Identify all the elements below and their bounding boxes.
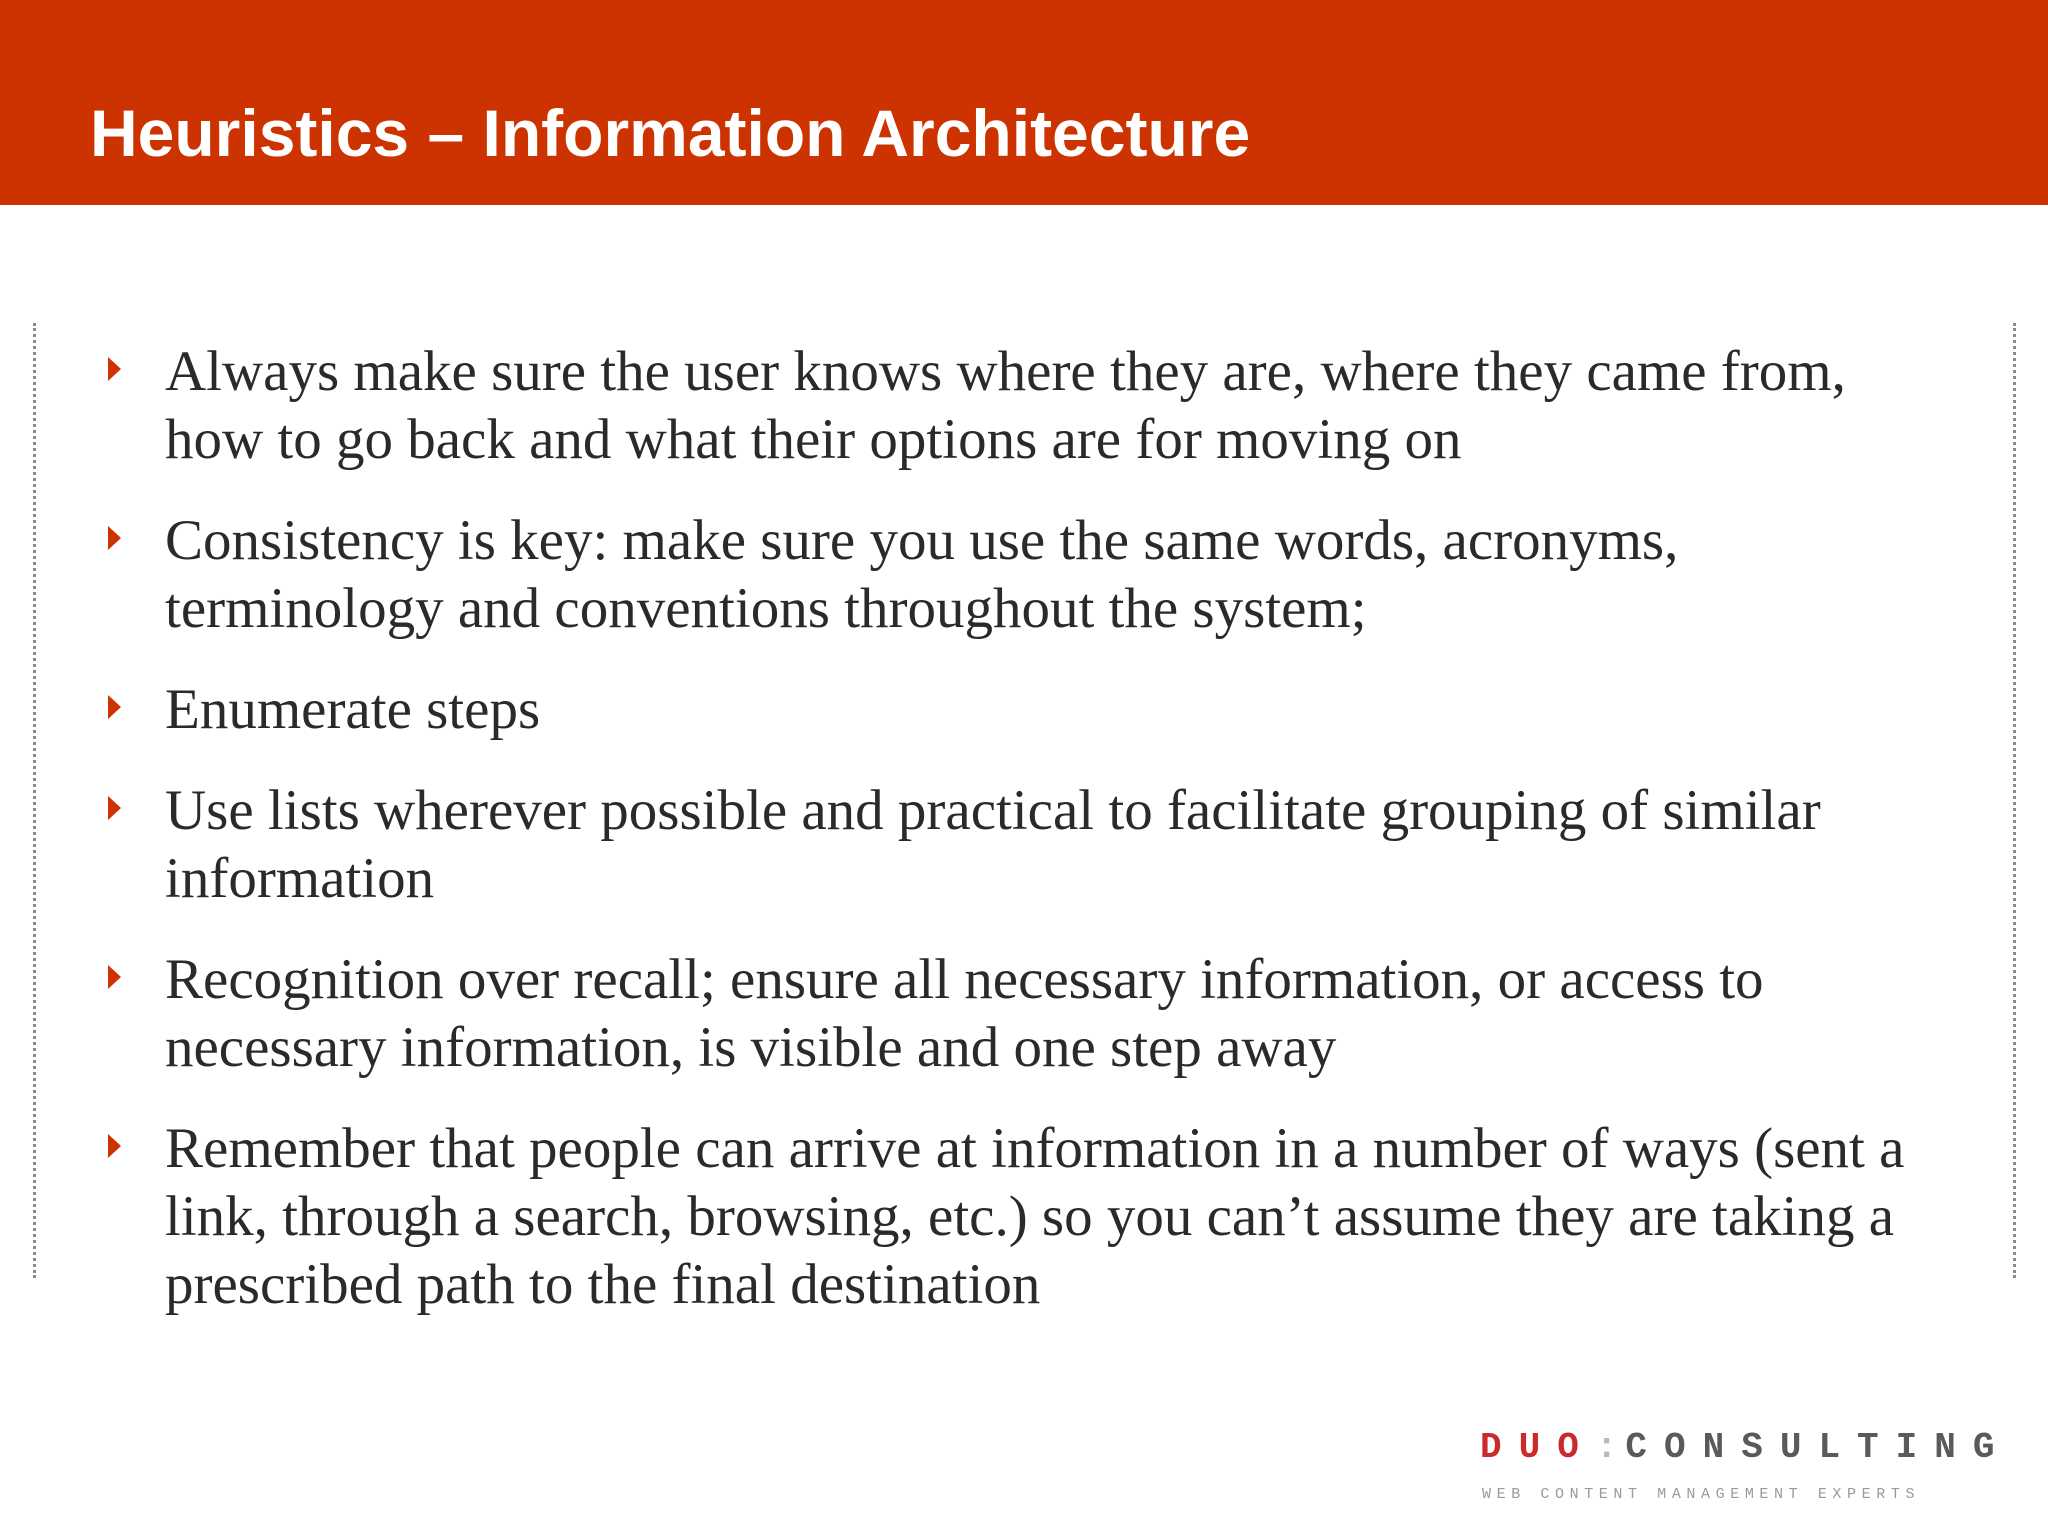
bullet-text: Use lists wherever possible and practical to facilitate grouping of similar information bbox=[165, 779, 1821, 910]
bullet-item bbox=[0, 1115, 2048, 1319]
bullet-text: Enumerate steps bbox=[165, 678, 541, 741]
bullet-text: Recognition over recall; ensure all necessary information, or access to necessary information, is visible and one step away bbox=[165, 948, 1764, 1079]
logo-brand-first: DUO bbox=[1480, 1427, 1596, 1468]
bullet-arrow-icon bbox=[108, 357, 121, 381]
duo-consulting-logo bbox=[1480, 1428, 2010, 1508]
logo-tagline: WEB CONTENT MANAGEMENT EXPERTS bbox=[1482, 1486, 1921, 1503]
bullet-item bbox=[0, 777, 2048, 913]
bullet-arrow-icon bbox=[108, 695, 121, 719]
bullet-arrow-icon bbox=[108, 796, 121, 820]
header-band bbox=[0, 0, 2048, 205]
logo-wordmark bbox=[1480, 1428, 2011, 1468]
bullet-item bbox=[0, 946, 2048, 1082]
bullet-item bbox=[0, 507, 2048, 643]
bullet-text: Consistency is key: make sure you use the same words, acronyms, terminology and conventions throughout the system; bbox=[165, 509, 1679, 640]
bullet-arrow-icon bbox=[108, 965, 121, 989]
bullet-arrow-icon bbox=[108, 526, 121, 550]
bullet-list bbox=[0, 338, 2048, 1352]
bullet-text: Remember that people can arrive at information in a number of ways (sent a link, through a search, browsing, etc.) so you can’t assume they are taking a prescribed path to the final destination bbox=[165, 1117, 1905, 1316]
bullet-item bbox=[0, 676, 2048, 744]
bullet-item bbox=[0, 338, 2048, 474]
bullet-arrow-icon bbox=[108, 1134, 121, 1158]
logo-separator: : bbox=[1595, 1427, 1626, 1468]
slide-title: Heuristics – Information Architecture bbox=[90, 96, 1251, 170]
logo-brand-second: CONSULTING bbox=[1625, 1427, 2012, 1468]
bullet-text: Always make sure the user knows where they are, where they came from, how to go back and what their options are for moving on bbox=[165, 340, 1846, 471]
